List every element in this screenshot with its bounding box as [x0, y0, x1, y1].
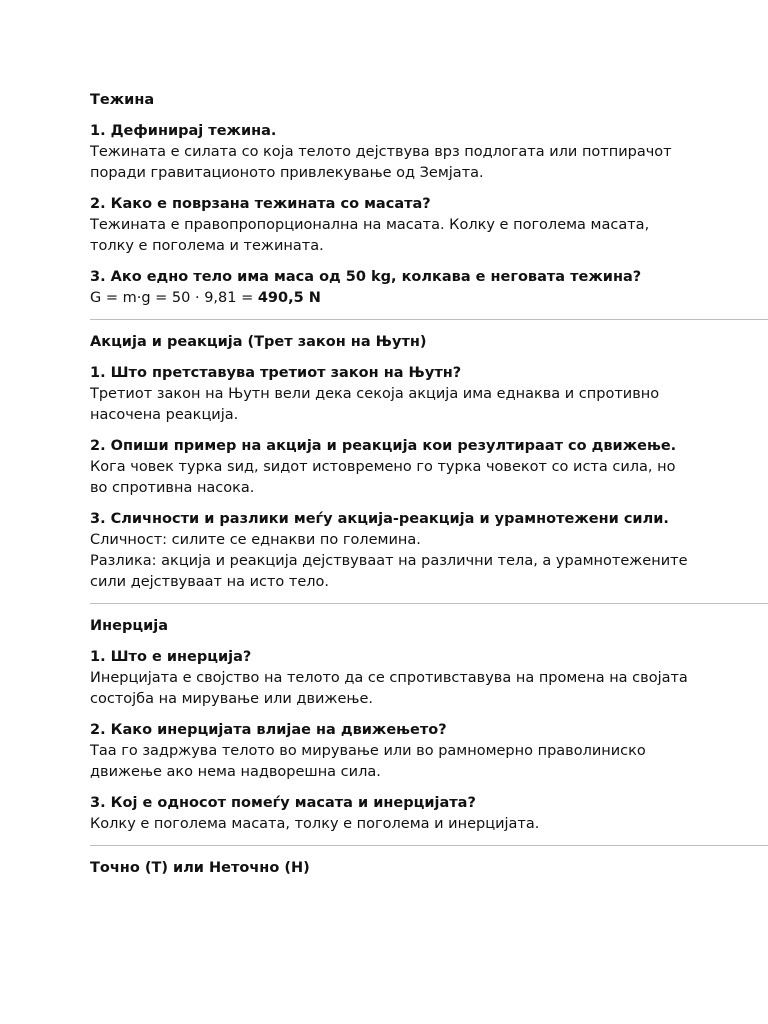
- section-divider: [90, 603, 768, 604]
- question: 3. Ако едно тело има маса од 50 kg, колкава е неговата тежина?: [90, 269, 642, 285]
- answer: Инерцијата е својство на телото да се спротивставува на промена на својата состојба на мирување или движење.: [90, 670, 688, 707]
- answer: Таа го задржува телото во мирување или во рамномерно праволиниско движење ако нема надворешна сила.: [90, 743, 646, 780]
- section-title-action-reaction: Акција и реакција (Трет закон на Њутн): [90, 334, 427, 350]
- qa-item: [90, 436, 768, 499]
- qa-item: [90, 194, 768, 257]
- qa-item: [90, 363, 768, 426]
- answer-difference: Разлика: акција и реакција дејствуваат на различни тела, а урамнотежените сили дејствуваат на исто тело.: [90, 553, 688, 590]
- qa-item: [90, 121, 768, 184]
- formula-result: 490,5 N: [257, 290, 321, 306]
- question: 3. Кој е односот помеѓу масата и инерцијата?: [90, 795, 476, 811]
- qa-item: [90, 793, 768, 835]
- answer: Тежината е силата со која телото дејствува врз подлогата или потпирачот поради гравитационото привлекување од Земјата.: [90, 144, 672, 181]
- formula-text: G = m·g = 50 · 9,81 =: [90, 290, 258, 306]
- question: 2. Како инерцијата влијае на движењето?: [90, 722, 447, 738]
- question: 2. Како е поврзана тежината со масата?: [90, 196, 431, 212]
- answer-formula: [90, 288, 768, 309]
- qa-item: [90, 267, 768, 309]
- answer: Третиот закон на Њутн вели дека секоја акција има еднаква и спротивно насочена реакција.: [90, 386, 660, 423]
- question: 1. Дефинирај тежина.: [90, 123, 277, 139]
- section-divider: [90, 845, 768, 846]
- question: 3. Сличности и разлики меѓу акција-реакција и урамнотежени сили.: [90, 511, 669, 527]
- document-page: [90, 90, 768, 889]
- question: 1. Што е инерција?: [90, 649, 252, 665]
- section-title-weight: Тежина: [90, 92, 155, 108]
- answer: Тежината е правопропорционална на масата. Колку е поголема масата, толку е поголема и тежината.: [90, 217, 650, 254]
- question: 2. Опиши пример на акција и реакција кои резултираат со движење.: [90, 438, 677, 454]
- section-divider: [90, 319, 768, 320]
- qa-item: [90, 647, 768, 710]
- answer: Кога човек турка ѕид, ѕидот истовремено го турка човекот со иста сила, но во спротивна насока.: [90, 459, 676, 496]
- answer: Колку е поголема масата, толку е поголема и инерцијата.: [90, 816, 540, 832]
- section-title-inertia: Инерција: [90, 618, 169, 634]
- answer-similarity: Сличност: силите се еднакви по големина.: [90, 532, 421, 548]
- qa-item: [90, 720, 768, 783]
- question: 1. Што претставува третиот закон на Њутн?: [90, 365, 462, 381]
- qa-item: [90, 509, 768, 593]
- section-title-true-false: Точно (Т) или Неточно (Н): [90, 860, 310, 876]
